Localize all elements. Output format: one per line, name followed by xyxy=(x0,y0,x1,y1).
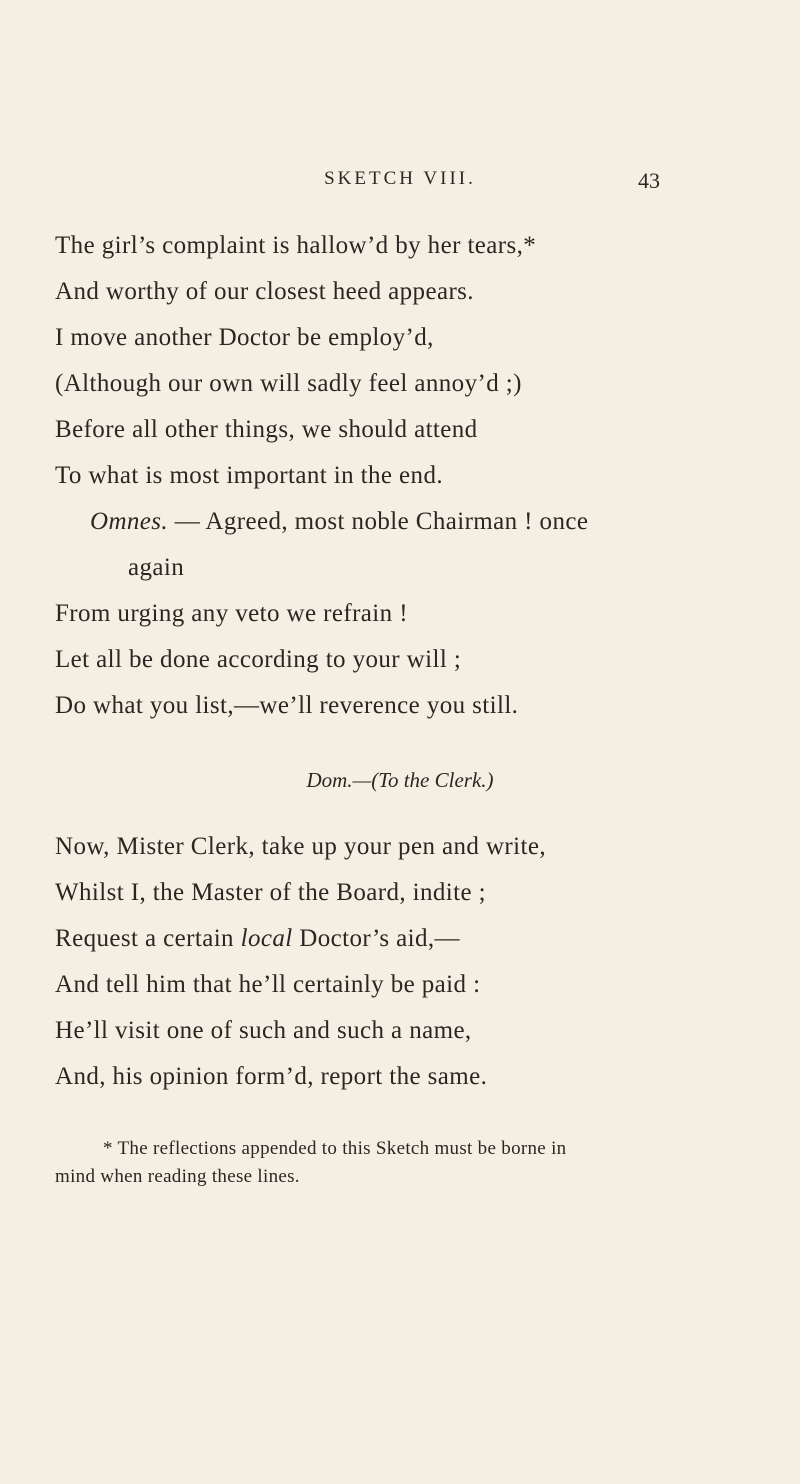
verse-line: To what is most important in the end. xyxy=(55,462,444,489)
direction-text: —(To the Clerk.) xyxy=(352,768,494,792)
verse-line: And worthy of our closest heed appears. xyxy=(55,278,474,305)
verse-line: Whilst I, the Master of the Board, indite ; xyxy=(55,879,486,906)
verse-line: Now, Mister Clerk, take up your pen and write, xyxy=(55,833,546,860)
speech-text: — Agreed, most noble Chairman ! once xyxy=(168,508,589,535)
verse-line: Request a certain local Doctor’s aid,— xyxy=(55,925,460,952)
stage-direction xyxy=(0,768,800,793)
speaker-name: Dom. xyxy=(306,768,353,792)
footnote xyxy=(55,1135,755,1191)
verse-line: And tell him that he’ll certainly be paid : xyxy=(55,971,481,998)
speaker-name: Omnes. xyxy=(90,508,169,535)
verse-line: And, his opinion form’d, report the same. xyxy=(55,1063,488,1090)
verse-line: From urging any veto we refrain ! xyxy=(55,600,408,627)
page-number: 43 xyxy=(638,168,660,193)
verse-line-continued: again xyxy=(128,554,185,581)
verse-line: Do what you list,—we’ll reverence you still. xyxy=(55,692,519,719)
verse-line: He’ll visit one of such and such a name, xyxy=(55,1017,472,1044)
running-head: SKETCH VIII. xyxy=(324,168,476,189)
page-header xyxy=(0,168,800,198)
emphasis-word: local xyxy=(240,925,293,952)
verse-line: Let all be done according to your will ; xyxy=(55,646,462,673)
speech-line-omnes xyxy=(90,508,588,536)
footnote-marker: * xyxy=(103,1138,113,1159)
footnote-text: The reflections appended to this Sketch must be borne in xyxy=(112,1138,567,1159)
verse-line: Before all other things, we should attend xyxy=(55,416,478,443)
verse-line: I move another Doctor be employ’d, xyxy=(55,324,434,351)
verse-line: (Although our own will sadly feel annoy’d ;) xyxy=(55,370,522,397)
verse-line: The girl’s complaint is hallow’d by her tears,* xyxy=(55,232,537,259)
footnote-text-continued: mind when reading these lines. xyxy=(55,1166,300,1187)
footnote-first-line xyxy=(55,1135,755,1163)
